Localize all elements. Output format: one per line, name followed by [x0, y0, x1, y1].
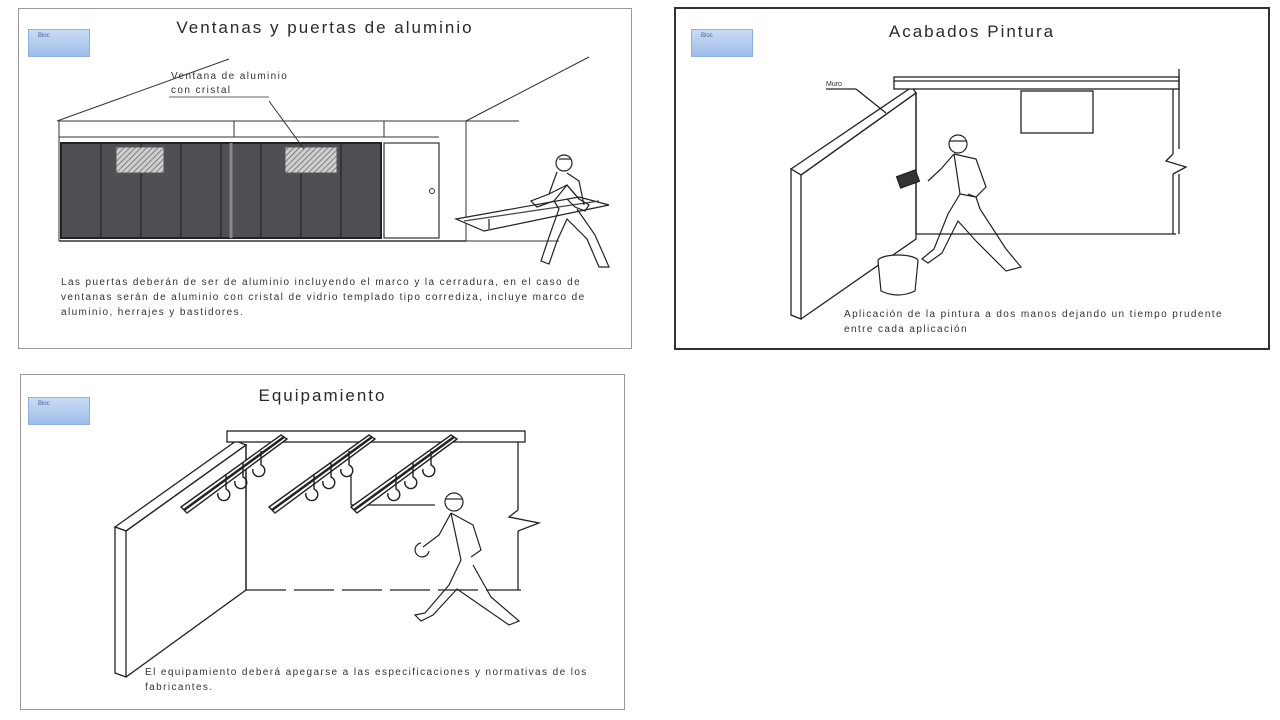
worker-figure: [415, 493, 519, 625]
window-callout-line1: Ventana de aluminio: [171, 71, 289, 82]
block-tag: Bloc: [28, 29, 90, 57]
window-callout-line2: con cristal: [171, 85, 232, 96]
paint-caption: Aplicación de la pintura a dos manos dejando un tiempo prudente entre cada aplicación: [844, 309, 1223, 335]
panel-paint-finishes: [674, 7, 1270, 350]
paint-application-illustration: [676, 9, 1272, 352]
panel-equipment: [20, 374, 625, 710]
block-tag: Bloc: [691, 29, 753, 57]
panel-title: Acabados Pintura: [888, 22, 1056, 41]
panel-windows-doors: [18, 8, 632, 349]
wall-label: Muro: [826, 81, 842, 88]
panel-title: Ventanas y puertas de aluminio: [176, 18, 474, 37]
windows-caption: Las puertas deberán de ser de aluminio incluyendo el marco y la cerradura, en el caso de ventanas serán de aluminio con cristal de vidrio templado tipo corrediza, incluye marco de aluminio, herrajes y bastidores.: [61, 277, 586, 318]
block-tag: Bloc: [28, 397, 90, 425]
panel-title: Equipamiento: [258, 386, 387, 405]
worker-figure: [456, 155, 609, 267]
equipment-caption: El equipamiento deberá apegarse a las especificaciones y normativas de los fabricantes.: [145, 667, 588, 693]
painter-figure: [878, 135, 1021, 295]
equipment-illustration: [21, 375, 626, 711]
